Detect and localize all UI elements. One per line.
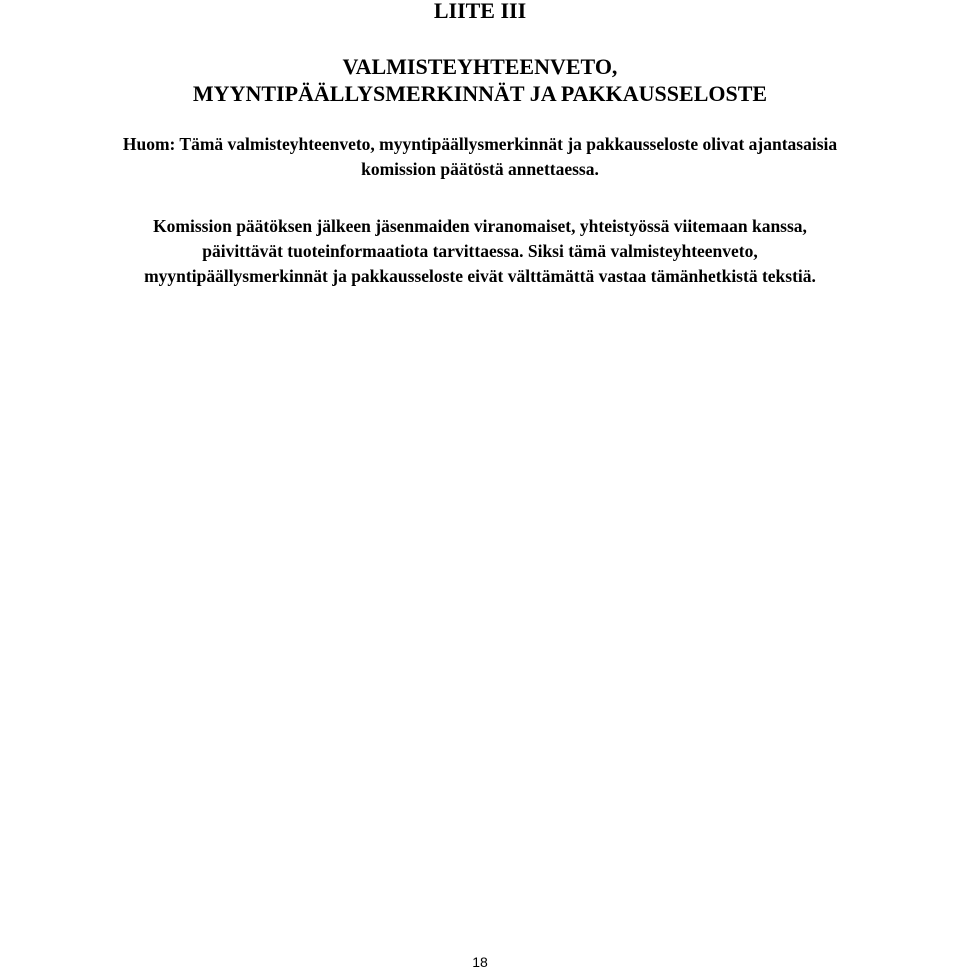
note-line-2: komission päätöstä annettaessa. [361, 159, 599, 179]
body-line-1: Komission päätöksen jälkeen jäsenmaiden viranomaiset, yhteistyössä viitemaan kanssa, [153, 216, 807, 236]
title-line-2: MYYNTIPÄÄLLYSMERKINNÄT JA PAKKAUSSELOSTE [192, 81, 768, 106]
title-line-1: VALMISTEYHTEENVETO, [342, 54, 618, 79]
note-paragraph [0, 132, 960, 182]
body-line-3: myyntipäällysmerkinnät ja pakkausseloste eivät välttämättä vastaa tämänhetkistä tekstiä. [144, 266, 816, 286]
body-line-2: päivittävät tuoteinformaatiota tarvittaessa. Siksi tämä valmisteyhteenveto, [202, 241, 758, 261]
annex-label: LIITE III [433, 0, 527, 23]
note-line-1: Huom: Tämä valmisteyhteenveto, myyntipäällysmerkinnät ja pakkausseloste olivat ajantasaisia [122, 134, 838, 154]
body-paragraph [0, 214, 960, 289]
document-title [0, 53, 960, 107]
page-number: 18 [472, 954, 488, 970]
